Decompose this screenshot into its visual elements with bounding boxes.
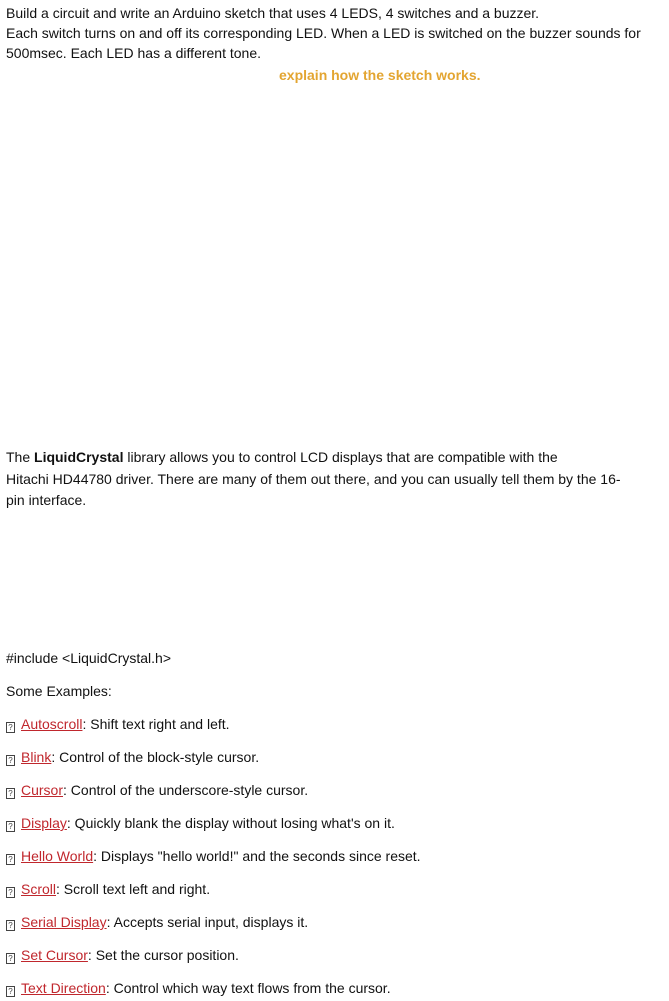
example-desc: : Control of the block-style cursor. — [51, 749, 260, 765]
list-item — [6, 813, 395, 833]
intro-line-1 — [6, 447, 558, 467]
example-link[interactable]: Serial Display — [21, 914, 107, 930]
intro-suffix: library allows you to control LCD displays that are compatible with the — [123, 449, 558, 465]
list-item — [6, 714, 230, 734]
example-desc: : Control which way text flows from the cursor. — [105, 980, 391, 996]
bullet-icon: ? — [6, 953, 15, 964]
bullet-icon: ? — [6, 887, 15, 898]
example-link[interactable]: Text Direction — [21, 980, 106, 996]
example-desc: : Control of the underscore-style cursor. — [63, 782, 309, 798]
examples-heading: Some Examples: — [6, 683, 112, 699]
task-line-1: Build a circuit and write an Arduino sketch that uses 4 LEDS, 4 switches and a buzzer. — [6, 5, 540, 21]
list-item — [6, 747, 259, 767]
example-link[interactable]: Scroll — [21, 881, 57, 897]
example-desc: : Accepts serial input, displays it. — [106, 914, 309, 930]
list-item — [6, 846, 421, 866]
list-item — [6, 978, 391, 998]
example-desc: : Set the cursor position. — [87, 947, 239, 963]
library-name: LiquidCrystal — [34, 449, 124, 465]
list-item — [6, 879, 210, 899]
bullet-icon: ? — [6, 755, 15, 766]
example-desc: : Displays "hello world!" and the seconds since reset. — [93, 848, 421, 864]
include-line: #include <LiquidCrystal.h> — [6, 650, 171, 666]
example-link[interactable]: Autoscroll — [21, 716, 83, 732]
example-desc: : Quickly blank the display without losing what's on it. — [66, 815, 395, 831]
example-link[interactable]: Display — [21, 815, 67, 831]
intro-line-3: pin interface. — [6, 492, 87, 508]
bullet-icon: ? — [6, 821, 15, 832]
intro-line-2: Hitachi HD44780 driver. There are many of them out there, and you can usually tell them by the 16- — [6, 471, 621, 487]
list-item — [6, 912, 308, 932]
bullet-icon: ? — [6, 722, 15, 733]
bullet-icon: ? — [6, 920, 15, 931]
example-link[interactable]: Hello World — [21, 848, 94, 864]
example-link[interactable]: Cursor — [21, 782, 64, 798]
intro-prefix: The — [6, 449, 35, 465]
bullet-icon: ? — [6, 854, 15, 865]
list-item — [6, 780, 308, 800]
task-line-2: Each switch turns on and off its corresponding LED. When a LED is switched on the buzzer sounds for — [6, 25, 641, 41]
example-link[interactable]: Set Cursor — [21, 947, 88, 963]
example-desc: : Shift text right and left. — [82, 716, 230, 732]
explain-prompt: explain how the sketch works. — [279, 67, 481, 83]
bullet-icon: ? — [6, 788, 15, 799]
task-line-3: 500msec. Each LED has a different tone. — [6, 45, 262, 61]
bullet-icon: ? — [6, 986, 15, 997]
example-desc: : Scroll text left and right. — [56, 881, 211, 897]
example-link[interactable]: Blink — [21, 749, 52, 765]
list-item — [6, 945, 239, 965]
